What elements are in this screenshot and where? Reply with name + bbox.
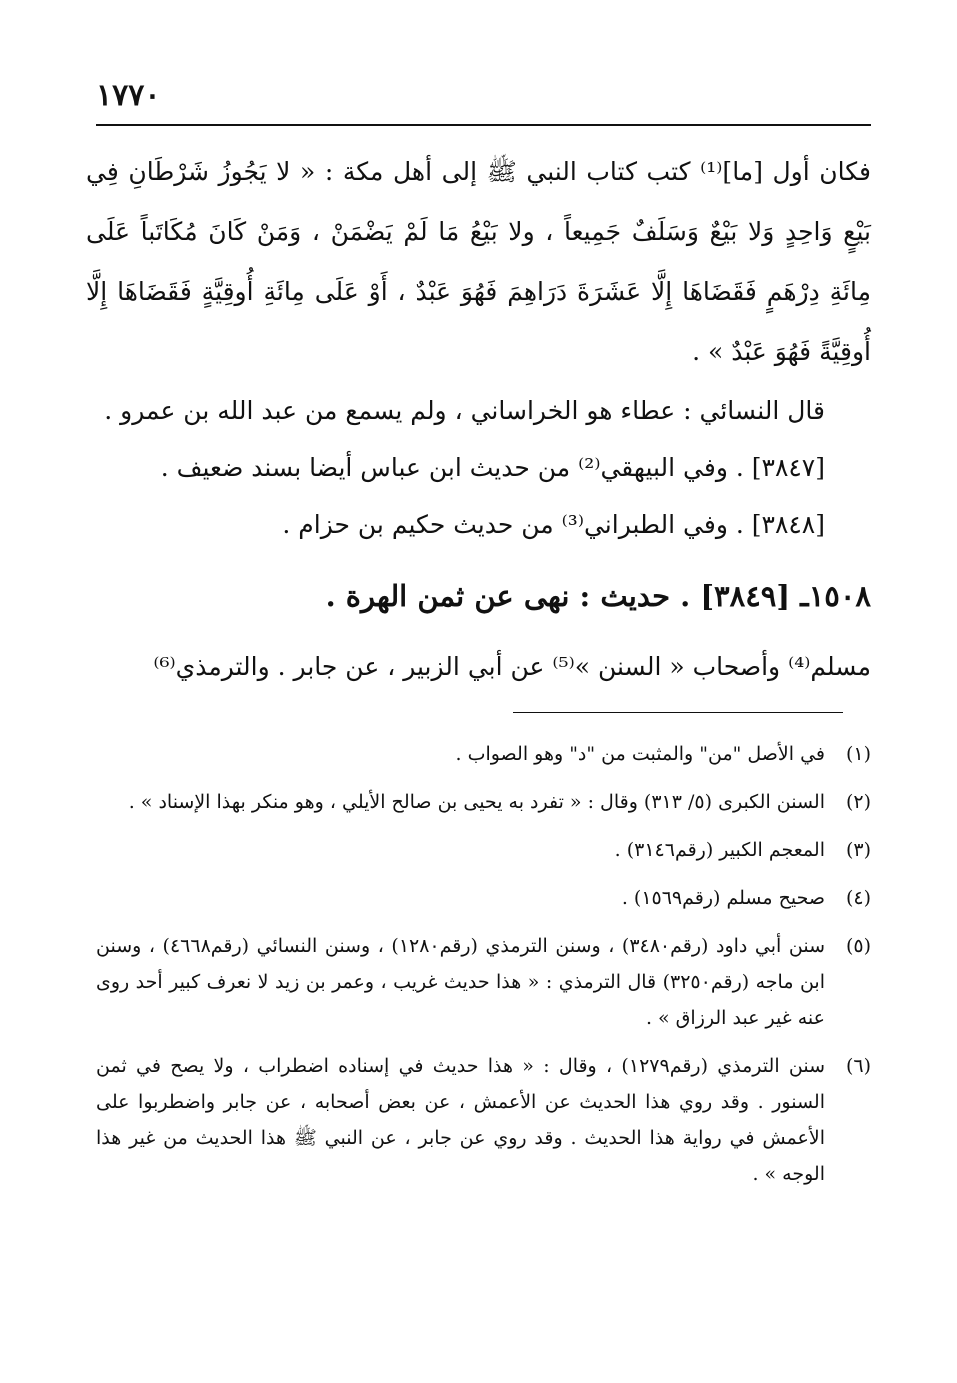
footnote-number: (٤): [845, 887, 871, 909]
footnote-text: في الأصل "من" والمثبت من "د" وهو الصواب .: [455, 743, 825, 765]
footnotes: [96, 736, 871, 1204]
footnote-text: المعجم الكبير (رقم٣١٤٦) .: [614, 839, 825, 861]
bayhaqi-reference: [٣٨٤٧] . وفي البيهقي⁽²⁾ من حديث ابن عباس أيضا بسند ضعيف .: [160, 453, 825, 482]
footnote-divider: [513, 712, 843, 713]
footnote-5: [96, 928, 871, 1036]
footnote-number: (٣): [845, 839, 871, 861]
footnote-6: [96, 1048, 871, 1192]
footnote-text: صحيح مسلم (رقم١٥٦٩) .: [621, 887, 825, 909]
nasai-comment: قال النسائي : عطاء هو الخراساني ، ولم يسمع من عبد الله بن عمرو .: [104, 396, 825, 425]
hadith-heading: ١٥٠٨ـ [٣٨٤٩] . حديث : نهى عن ثمن الهرة .: [325, 579, 871, 613]
footnote-number: (٦): [845, 1055, 871, 1077]
header-divider: [96, 124, 871, 126]
footnote-2: [96, 784, 871, 820]
tabarani-reference: [٣٨٤٨] . وفي الطبراني⁽³⁾ من حديث حكيم بن حزام .: [282, 510, 825, 539]
footnote-number: (١): [845, 743, 871, 765]
footnote-3: [96, 832, 871, 868]
footnote-4: [96, 880, 871, 916]
footnote-text: السنن الكبرى (٥/ ٣١٣) وقال : « تفرد به يحيى بن صالح الأيلي ، وهو منكر بهذا الإسناد » .: [128, 791, 825, 813]
footnote-number: (٢): [845, 791, 871, 813]
hadith-text-paragraph: فكان أول [ما]⁽¹⁾ كتب كتاب النبي ﷺ إلى أهل مكة : « لا يَجُوزُ شَرْطَانِ فِي بَيْعٍ وَاحِدٍ وَلا بَيْعٌ وَسَلَفٌ جَمِيعاً ، ولا بَيْعُ مَا لَمْ يَضْمَنْ ، وَمَنْ كَانَ مُكَاتَباً عَلَى مِائَةِ دِرْهَمٍ فَقَضَاهَا إِلَّا عَشَرَةَ دَرَاهِمَ فَهُوَ عَبْدٌ ، أَوْ عَلَى مِائَةِ أُوقِيَّةٍ فَقَضَاهَا إِلَّا أُوقِيَّةً فَهُوَ عَبْدٌ » .: [86, 157, 871, 366]
footnote-text: سنن الترمذي (رقم١٢٧٩) ، وقال : « هذا حديث في إسناده اضطراب ، ولا يصح في ثمن السنور . وقد روي هذا الحديث عن الأعمش ، عن بعض أصحابه ، عن جابر واضطربوا على الأعمش في رواية هذا الحديث . وقد روي عن جابر ، عن النبي ﷺ هذا الحديث من غير هذا الوجه » .: [96, 1055, 825, 1185]
footnote-number: (٥): [845, 935, 871, 957]
main-text: [86, 142, 871, 699]
footnote-text: سنن أبي داود (رقم٣٤٨٠) ، وسنن الترمذي (رقم١٢٨٠) ، وسنن النسائي (رقم٤٦٦٨) ، وسنن ابن ماجه (رقم٣٢٥٠) قال الترمذي : « هذا حديث غريب ، وعمر بن زيد لا نعرف كبير أحد روى عنه غير عبد الرزاق » .: [96, 935, 826, 1029]
hadith-sources: مسلم⁽⁴⁾ وأصحاب « السنن »⁽⁵⁾ عن أبي الزبير ، عن جابر . والترمذي⁽⁶⁾: [153, 652, 871, 681]
page-number: ١٧٧٠: [96, 78, 161, 113]
footnote-1: [96, 736, 871, 772]
